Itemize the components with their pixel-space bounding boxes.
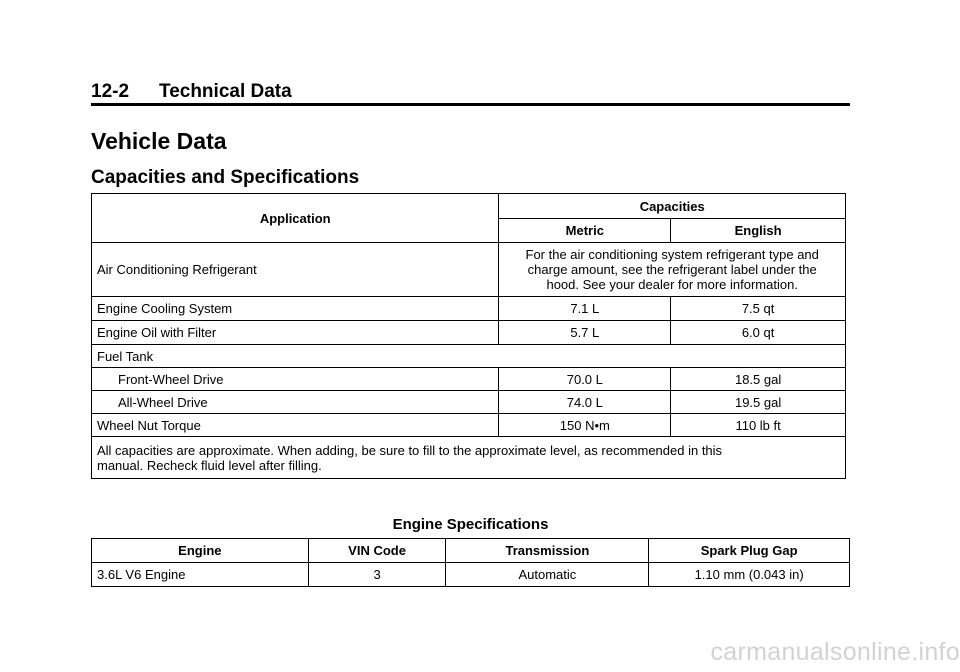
header-rule bbox=[91, 103, 850, 106]
page-title: Vehicle Data bbox=[91, 128, 227, 154]
ac-refrigerant-label: Air Conditioning Refrigerant bbox=[92, 243, 499, 297]
capacities-header: Capacities bbox=[499, 194, 846, 219]
row-metric: 150 N•m bbox=[499, 414, 671, 437]
row-metric: 70.0 L bbox=[499, 368, 671, 391]
table-row bbox=[92, 321, 846, 345]
application-header: Application bbox=[92, 194, 499, 243]
table-row bbox=[92, 563, 850, 587]
english-header: English bbox=[671, 219, 846, 243]
table-row bbox=[92, 391, 846, 414]
row-metric: 7.1 L bbox=[499, 297, 671, 321]
table-row bbox=[92, 368, 846, 391]
engine-specs-table bbox=[91, 538, 850, 587]
ac-note-line: charge amount, see the refrigerant label under the bbox=[527, 262, 817, 277]
spark-plug-gap-header: Spark Plug Gap bbox=[649, 539, 850, 563]
capacities-note bbox=[92, 437, 846, 479]
engine-header: Engine bbox=[92, 539, 309, 563]
ac-note-line: hood. See your dealer for more information. bbox=[546, 277, 798, 292]
row-english: 7.5 qt bbox=[671, 297, 846, 321]
row-english: 6.0 qt bbox=[671, 321, 846, 345]
transmission-header: Transmission bbox=[446, 539, 649, 563]
row-label: Wheel Nut Torque bbox=[92, 414, 499, 437]
table-row bbox=[92, 243, 846, 297]
table-row bbox=[92, 437, 846, 479]
spark-plug-gap-cell: 1.10 mm (0.043 in) bbox=[649, 563, 850, 587]
metric-header: Metric bbox=[499, 219, 671, 243]
row-english: 18.5 gal bbox=[671, 368, 846, 391]
note-line: All capacities are approximate. When adding, be sure to fill to the approximate level, as recommended in this bbox=[97, 442, 723, 458]
row-label: All-Wheel Drive bbox=[92, 391, 499, 414]
row-metric: 74.0 L bbox=[499, 391, 671, 414]
row-metric: 5.7 L bbox=[499, 321, 671, 345]
page-number: 12-2 bbox=[91, 81, 130, 102]
ac-refrigerant-note bbox=[499, 243, 846, 297]
ac-note-line: For the air conditioning system refrigerant type and bbox=[525, 247, 819, 262]
table-row bbox=[92, 414, 846, 437]
row-english: 110 lb ft bbox=[671, 414, 846, 437]
note-line: manual. Recheck fluid level after filling. bbox=[97, 457, 322, 473]
row-label: Front-Wheel Drive bbox=[92, 368, 499, 391]
row-label: Engine Cooling System bbox=[92, 297, 499, 321]
capacities-table bbox=[91, 193, 846, 479]
section-subtitle: Capacities and Specifications bbox=[91, 167, 360, 188]
section-title: Technical Data bbox=[159, 81, 292, 102]
fuel-tank-label: Fuel Tank bbox=[92, 345, 846, 368]
engine-specs-title: Engine Specifications bbox=[392, 516, 549, 533]
watermark: carmanualsonline.info bbox=[710, 638, 960, 666]
table-row bbox=[92, 297, 846, 321]
table-row bbox=[92, 345, 846, 368]
row-label: Engine Oil with Filter bbox=[92, 321, 499, 345]
vin-code-header: VIN Code bbox=[308, 539, 446, 563]
vin-code-cell: 3 bbox=[308, 563, 446, 587]
row-english: 19.5 gal bbox=[671, 391, 846, 414]
engine-cell: 3.6L V6 Engine bbox=[92, 563, 309, 587]
transmission-cell: Automatic bbox=[446, 563, 649, 587]
page-header bbox=[91, 80, 850, 104]
